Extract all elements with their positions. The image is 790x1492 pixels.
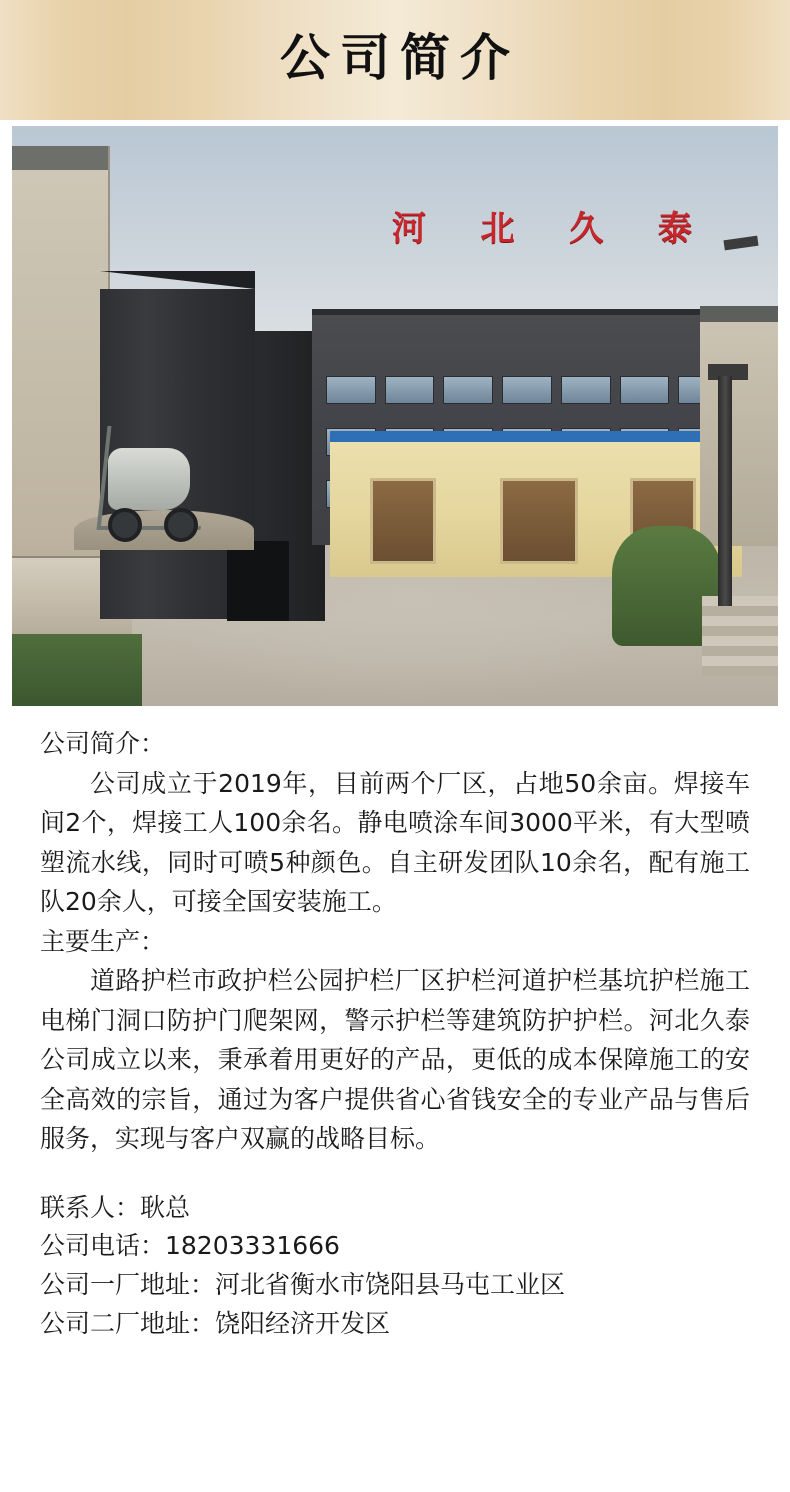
photo-canvas: [12, 126, 778, 706]
contact-phone: 公司电话：18203331666: [40, 1231, 340, 1261]
contact-person: 联系人：耿总: [40, 1192, 191, 1222]
section-heading-products: 主要生产：: [40, 926, 166, 956]
section-body-profile: 公司成立于2019年，目前两个厂区，占地50余亩。焊接车间2个，焊接工人100余名。静电喷涂车间3000平米，有大型喷塑流水线，同时可喷5种颜色。自主研发团队10余名，配有施工队20余人，可接全国安装施工。: [40, 768, 750, 916]
contact-address-factory-2: 公司二厂地址：饶阳经济开发区: [40, 1308, 391, 1338]
entrance-stairs: [702, 596, 778, 676]
mixer-wheel: [164, 508, 198, 542]
content-spacer: [40, 1159, 750, 1189]
rooftop-sign-char-2: 北: [480, 209, 515, 249]
window: [443, 376, 493, 404]
light-pole: [718, 376, 732, 606]
rooftop-sign-char-4: 泰: [657, 209, 692, 249]
contact-address-factory-1: 公司一厂地址：河北省衡水市饶阳县马屯工业区: [40, 1270, 566, 1299]
facade-door: [370, 478, 436, 564]
rooftop-sign-char-1: 河: [392, 209, 426, 249]
section-heading-profile: 公司简介：: [40, 729, 166, 758]
rooftop-sign: [392, 209, 692, 249]
text-content: [0, 706, 790, 1374]
section-body-products: 道路护栏市政护栏公园护栏厂区护栏河道护栏基坑护栏施工电梯门洞口防护门爬架网，警示护栏等建筑防护护栏。河北久泰公司成立以来，秉承着用更好的产品，更低的成本保障施工的安全高效的宗旨，通过为客户提供省心省钱安全的专业产品与售后服务，实现与客户双赢的战略目标。: [40, 966, 750, 1153]
factory-photo: [12, 126, 778, 706]
cement-mixer-drum: [108, 448, 190, 510]
mixer-wheel: [108, 508, 142, 542]
office-window-row-1: [312, 373, 742, 407]
page-title: 公司简介: [280, 29, 520, 87]
window: [561, 376, 611, 404]
rooftop-sign-char-3: 久: [569, 209, 604, 249]
workshop-passage: [227, 541, 289, 621]
facade-main-entrance: [500, 478, 578, 564]
window: [385, 376, 435, 404]
window: [326, 376, 376, 404]
window: [620, 376, 670, 404]
left-shrubbery: [12, 634, 142, 706]
window: [502, 376, 552, 404]
page-banner: [0, 0, 790, 120]
right-building: [700, 306, 778, 546]
